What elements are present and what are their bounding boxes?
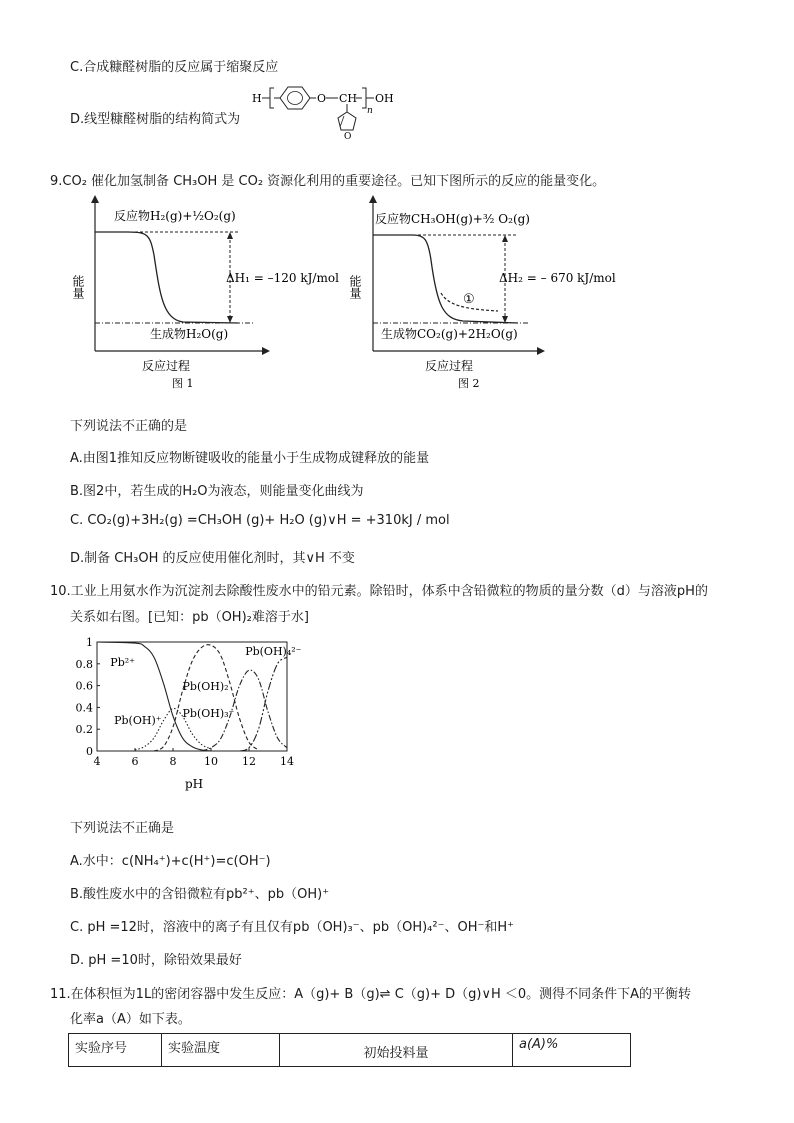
y-tick-label: 1 <box>86 636 93 649</box>
formula-o: O <box>317 92 327 105</box>
q9-option-c: C. CO₂(g)+3H₂(g) =CH₃OH (g)+ H₂O (g)∨H = +310kJ / mol <box>70 513 450 528</box>
q10-stem-line1: 10.工业上用氨水作为沉淀剂去除酸性废水中的铅元素。除铅时，体系中含铅微粒的物质的量分数（d）与溶液pH的 <box>50 584 708 599</box>
fig2-dh-label: ΔH₂ = – 670 kJ/mol <box>499 271 616 285</box>
q9-stem: 9.CO₂ 催化加氢制备 CH₃OH 是 CO₂ 资源化利用的重要途径。已知下图所示的反应的能量变化。 <box>50 174 606 189</box>
header-conversion: a(A)% <box>513 1034 631 1067</box>
formula-oh: OH <box>375 92 394 105</box>
formula-n: n <box>367 106 373 116</box>
fig2-y-axis-label: 能量 <box>348 275 362 299</box>
q10-stem-line2: 关系如右图。[已知：pb（OH)₂难溶于水] <box>70 610 309 625</box>
series-label-1: Pb(OH)⁺ <box>114 713 162 727</box>
x-tick-label: 14 <box>280 755 294 768</box>
series-line-2 <box>154 645 259 751</box>
fig2-product-label: 生成物CO₂(g)+2H₂O(g) <box>381 327 518 341</box>
y-tick-label: 0.8 <box>75 657 93 671</box>
q9-option-b: B.图2中，若生成的H₂O为液态，则能量变化曲线为 <box>70 484 364 499</box>
q9-option-d: D.制备 CH₃OH 的反应使用催化剂时，其∨H 不变 <box>70 551 355 566</box>
q10-option-d: D. pH =10时，除铅效果最好 <box>70 953 242 968</box>
q8-option-d: D.线型糠醛树脂的结构简式为 <box>70 112 241 127</box>
furfural-resin-structure <box>250 80 400 142</box>
fig1-product-label: 生成物H₂O(g) <box>150 327 229 341</box>
q10-option-a: A.水中：c(NH₄⁺)+c(H⁺)=c(OH⁻) <box>70 854 271 869</box>
fig2-caption: 图 2 <box>458 377 480 390</box>
x-tick-label: 6 <box>131 755 139 768</box>
y-tick-label: 0.4 <box>75 701 93 715</box>
x-tick-label: 10 <box>204 755 218 768</box>
q10-option-c: C. pH =12时，溶液中的离子有且仅有pb（OH)₃⁻、pb（OH)₄²⁻、OH⁻和H⁺ <box>70 920 514 935</box>
chart-x-axis-label: pH <box>185 777 204 791</box>
lead-species-chart <box>75 632 305 797</box>
energy-diagram-1 <box>71 195 339 395</box>
series-label-0: Pb²⁺ <box>110 655 135 669</box>
furan-oxygen: O <box>344 132 352 142</box>
header-experiment-no: 实验序号 <box>69 1034 162 1067</box>
series-label-2: Pb(OH)₂ <box>182 679 229 693</box>
series-label-4: Pb(OH)₄²⁻ <box>245 645 302 659</box>
fig1-reactant-label: 反应物H₂(g)+½O₂(g) <box>114 209 236 223</box>
fig1-caption: 图 1 <box>172 377 194 390</box>
x-tick-label: 8 <box>169 755 177 768</box>
q8-option-c: C.合成糠醛树脂的反应属于缩聚反应 <box>70 60 279 75</box>
fig2-x-axis-label: 反应过程 <box>425 359 474 373</box>
y-tick-label: 0.6 <box>75 679 93 693</box>
q11-stem-line1: 11.在体积恒为1L的密闭容器中发生反应：A（g)+ B（g)⇌ C（g)+ D（g)∨H ＜0。测得不同条件下A的平衡转 <box>50 987 692 1002</box>
formula-h: H <box>252 92 262 105</box>
x-tick-label: 4 <box>93 755 101 768</box>
y-tick-label: 0.2 <box>75 723 93 737</box>
q9-prompt: 下列说法不正确的是 <box>70 419 188 434</box>
energy-diagram-2 <box>348 195 643 395</box>
series-label-3: Pb(OH)₃⁻ <box>182 707 235 721</box>
experiment-table <box>68 1033 631 1067</box>
header-temperature: 实验温度 <box>162 1034 280 1067</box>
fig1-y-axis-label: 能量 <box>71 275 85 299</box>
q10-option-b: B.酸性废水中的含铅微粒有pb²⁺、pb（OH)⁺ <box>70 887 330 902</box>
q11-stem-line2: 化率a（A）如下表。 <box>70 1012 191 1027</box>
y-tick-label: 0 <box>86 745 93 758</box>
formula-ch: CH <box>339 92 358 105</box>
header-initial-feed: 初始投料量 <box>280 1034 513 1067</box>
table-header-row <box>69 1034 631 1067</box>
fig1-dh-label: ΔH₁ = –120 kJ/mol <box>226 271 339 285</box>
x-tick-label: 12 <box>242 755 256 768</box>
fig2-curve-marker: ① <box>463 292 475 307</box>
fig1-x-axis-label: 反应过程 <box>142 359 191 373</box>
fig2-reactant-label: 反应物CH₃OH(g)+³⁄₂ O₂(g) <box>375 212 530 226</box>
q9-option-a: A.由图1推知反应物断键吸收的能量小于生成物成键释放的能量 <box>70 451 430 466</box>
q10-prompt: 下列说法不正确是 <box>70 821 175 836</box>
